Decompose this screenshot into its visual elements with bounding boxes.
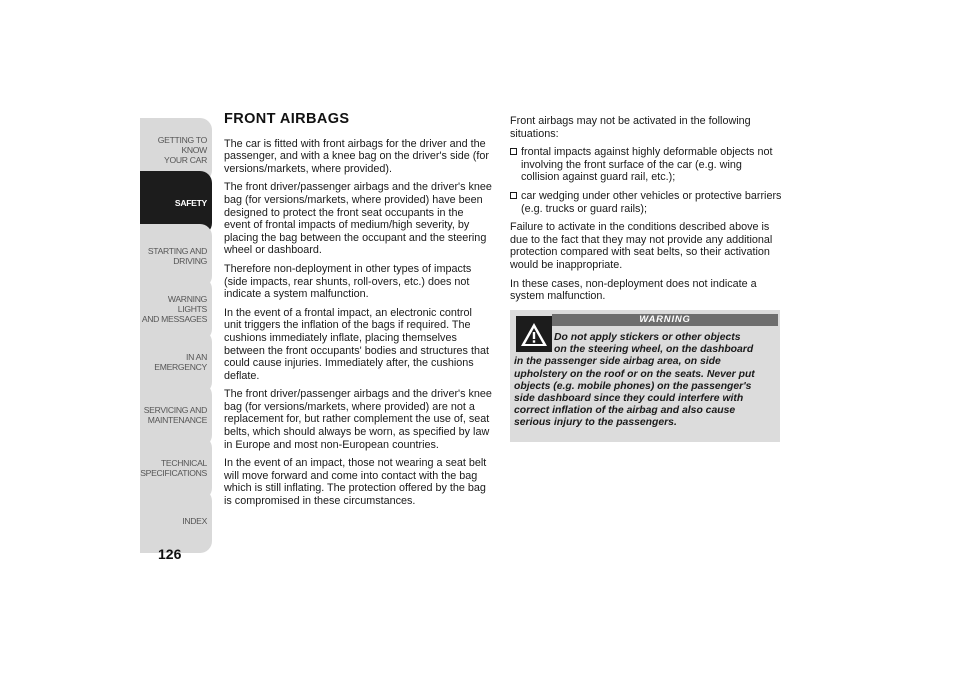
list-item [510, 146, 782, 184]
paragraph: Front airbags may not be activated in the following situations: [510, 115, 751, 140]
tab-getting-to-know-your-car[interactable]: GETTING TO KNOW YOUR CAR [140, 118, 212, 182]
paragraph: In these cases, non-deployment does not indicate a system malfunction. [510, 277, 757, 303]
tab-warning-lights-and-messages[interactable]: WARNING LIGHTS AND MESSAGES [140, 277, 212, 341]
warning-text-line: Do not apply stickers or other objects [554, 332, 741, 343]
checkbox-bullet-icon [510, 148, 517, 155]
page-number: 126 [158, 546, 182, 562]
warning-header: WARNING [552, 314, 778, 326]
list-item [510, 190, 782, 215]
tab-in-an-emergency[interactable]: IN AN EMERGENCY [140, 330, 212, 394]
paragraph: Therefore non-deployment in other types of impacts (side impacts, rear shunts, roll-overs, etc.) does not indicate a system malfunction. [224, 262, 472, 301]
paragraph: The front driver/passenger airbags and the driver's knee bag (for versions/markets, where provided) are not a replacement for, but rather complement the use of, seat belts, which should always be worn, as specified by law in Europe and most non-European countries. [224, 388, 492, 451]
list-item-text: frontal impacts against highly deformable objects not involving the front surface of the car (e.g. wing collision against guard rail, etc.); [521, 146, 773, 184]
warning-box [510, 310, 780, 442]
tab-starting-and-driving[interactable]: STARTING AND DRIVING [140, 224, 212, 288]
right-column [510, 115, 782, 309]
warning-text-body: in the passenger side airbag area, on side upholstery on the roof or on the seats. Never put objects (e.g. mobile phones) on the passenger's side dashboard since they could interfere with correct inflation of the airbag and also cause serious injury to the passengers. [514, 356, 755, 429]
warning-text-line: on the steering wheel, on the dashboard [554, 344, 754, 356]
paragraph: In the event of an impact, those not wearing a seat belt will move forward and come into contact with the bag which is still inflating. The protection offered by the bag is compromised in these circumstances. [224, 457, 487, 508]
tab-technical-specifications[interactable]: TECHNICAL SPECIFICATIONS [140, 436, 212, 500]
paragraph: Failure to activate in the conditions described above is due to the fact that they may not provide any additional protection compared with seat belts, so their activation would be inappropriate. [510, 221, 773, 271]
checkbox-bullet-icon [510, 192, 517, 199]
warning-text [510, 332, 780, 430]
paragraph: The front driver/passenger airbags and the driver's knee bag (for versions/markets, where provided) have been designed to protect the front seat occupants in the event of frontal impacts of medium/high severity, by placing the bag between the occupant and the steering wheel or dashboard. [224, 181, 492, 257]
paragraph: In the event of a frontal impact, an electronic control unit triggers the inflation of the bags if required. The cushions immediately inflate, placing themselves between the front occupants' bodies and structures that could cause injuries. Immediately after, the cushions deflate. [224, 306, 489, 382]
tab-index[interactable]: INDEX [140, 489, 212, 553]
tab-safety[interactable]: SAFETY [140, 171, 212, 235]
tab-servicing-and-maintenance[interactable]: SERVICING AND MAINTENANCE [140, 383, 212, 447]
paragraph: The car is fitted with front airbags for the driver and the passenger, and with a knee bag on the driver's side (for versions/markets, where provided). [224, 137, 489, 175]
section-title: FRONT AIRBAGS [224, 111, 350, 127]
left-column [224, 113, 492, 514]
list-item-text: car wedging under other vehicles or protective barriers (e.g. trucks or guard rails); [521, 189, 782, 215]
